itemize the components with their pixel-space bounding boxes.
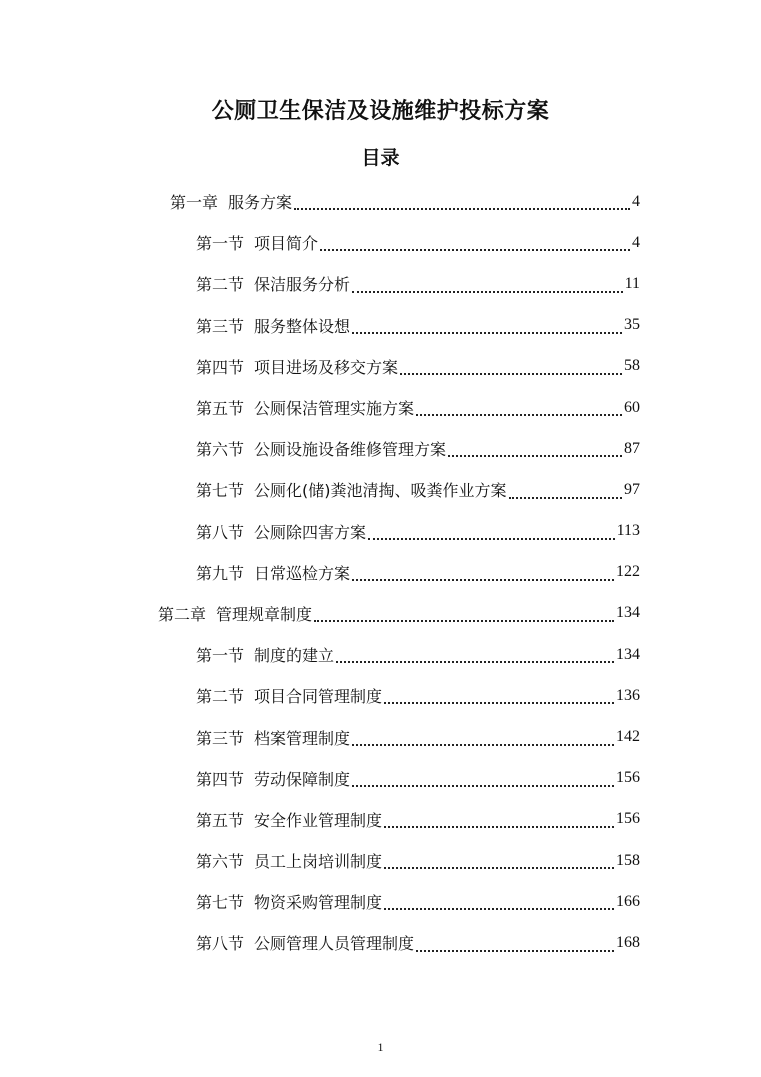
toc-entry-page: 142 [616,728,640,746]
toc-entry-page: 60 [624,398,640,416]
toc-section-2-1[interactable] [0,634,761,675]
toc-section-1-1[interactable] [0,222,761,263]
toc-entry-label: 第一章 [170,193,219,213]
dot-leader [416,414,622,416]
toc-entry-page: 158 [616,851,640,869]
toc-entry-title: 档案管理制度 [254,728,351,748]
toc-section-1-3[interactable] [0,305,761,346]
toc-entry-title: 公厕管理人员管理制度 [254,934,415,954]
dot-leader [352,291,623,293]
toc-chapter-1[interactable] [0,181,761,222]
toc-entry-title: 服务方案 [228,193,293,213]
toc-section-1-5[interactable] [0,387,761,428]
toc-section-1-4[interactable] [0,346,761,387]
toc-entry-page: 134 [616,604,640,622]
toc-entry-label: 第七节 [196,893,245,913]
toc-entry-label: 第二节 [196,687,245,707]
toc-section-2-4[interactable] [0,758,761,799]
toc-section-1-7[interactable] [0,469,761,510]
toc-section-1-6[interactable] [0,428,761,469]
toc-entry-title: 项目合同管理制度 [254,687,383,707]
toc-entry-label: 第八节 [196,522,245,542]
toc-entry-title: 公厕设施设备维修管理方案 [254,440,447,460]
toc-entry-title: 制度的建立 [254,646,335,666]
toc-entry-label: 第五节 [196,399,245,419]
toc-entry-page: 113 [616,522,640,540]
dot-leader [384,702,614,704]
toc-entry-label: 第四节 [196,357,245,377]
toc-section-2-6[interactable] [0,840,761,881]
toc-entry-page: 166 [616,892,640,910]
toc-entry-label: 第七节 [196,481,245,501]
toc-entry-page: 11 [624,274,640,292]
toc-entry-label: 第二节 [196,275,245,295]
dot-leader [509,497,622,499]
toc-section-1-9[interactable] [0,552,761,593]
toc-entry-label: 第一节 [196,234,245,254]
toc-entry-title: 项目简介 [254,234,319,254]
toc-entry-title: 公厕保洁管理实施方案 [254,399,415,419]
dot-leader [448,455,622,457]
toc-entry-title: 劳动保障制度 [254,769,351,789]
dot-leader [352,744,614,746]
toc-entry-label: 第三节 [196,728,245,748]
toc-entry-page: 122 [616,563,640,581]
toc-entry-title: 项目进场及移交方案 [254,357,399,377]
document-title: 公厕卫生保洁及设施维护投标方案 [211,99,550,124]
toc-entry-title: 公厕除四害方案 [254,522,367,542]
toc-entry-title: 管理规章制度 [216,604,313,624]
dot-leader [336,661,614,663]
page-number: 1 [377,1040,384,1054]
toc-entry-page: 156 [616,769,640,787]
toc-entry-page: 156 [616,810,640,828]
toc-entry-page: 168 [616,933,640,951]
dot-leader [416,950,614,952]
toc-heading: 目录 [361,147,400,169]
toc-entry-page: 134 [616,645,640,663]
toc-section-1-2[interactable] [0,263,761,304]
toc-entry-label: 第五节 [196,810,245,830]
dot-leader [314,620,614,622]
toc-section-2-8[interactable] [0,922,761,963]
toc-entry-title: 服务整体设想 [254,316,351,336]
toc-entry-label: 第四节 [196,769,245,789]
dot-leader [352,332,622,334]
toc-entry-label: 第八节 [196,934,245,954]
dot-leader [384,826,614,828]
toc-entry-label: 第二章 [158,604,207,624]
toc-entry-title: 公厕化(储)粪池清掏、吸粪作业方案 [254,481,507,501]
toc-entry-title: 物资采购管理制度 [254,893,383,913]
toc-entry-page: 97 [624,480,640,498]
toc-entry-title: 安全作业管理制度 [254,810,383,830]
toc-section-2-7[interactable] [0,881,761,922]
toc-entry-title: 日常巡检方案 [254,563,351,583]
toc-entry-title: 保洁服务分析 [254,275,351,295]
dot-leader [368,538,615,540]
toc-section-2-3[interactable] [0,716,761,757]
dot-leader [400,373,622,375]
toc-entry-label: 第三节 [196,316,245,336]
toc-entry-page: 4 [632,233,640,251]
toc-entry-page: 58 [624,357,640,375]
dot-leader [384,867,614,869]
toc-entry-label: 第一节 [196,646,245,666]
toc-entry-page: 4 [632,192,640,210]
toc-entry-label: 第九节 [196,563,245,583]
toc-entry-page: 35 [624,316,640,334]
dot-leader [320,249,630,251]
dot-leader [384,908,614,910]
table-of-contents [0,181,761,964]
dot-leader [352,785,614,787]
toc-entry-title: 员工上岗培训制度 [254,852,383,872]
toc-section-1-8[interactable] [0,511,761,552]
toc-chapter-2[interactable] [0,593,761,634]
toc-entry-page: 87 [624,439,640,457]
toc-section-2-5[interactable] [0,799,761,840]
toc-section-2-2[interactable] [0,675,761,716]
toc-entry-label: 第六节 [196,852,245,872]
toc-entry-label: 第六节 [196,440,245,460]
dot-leader [294,208,630,210]
dot-leader [352,579,614,581]
toc-entry-page: 136 [616,686,640,704]
